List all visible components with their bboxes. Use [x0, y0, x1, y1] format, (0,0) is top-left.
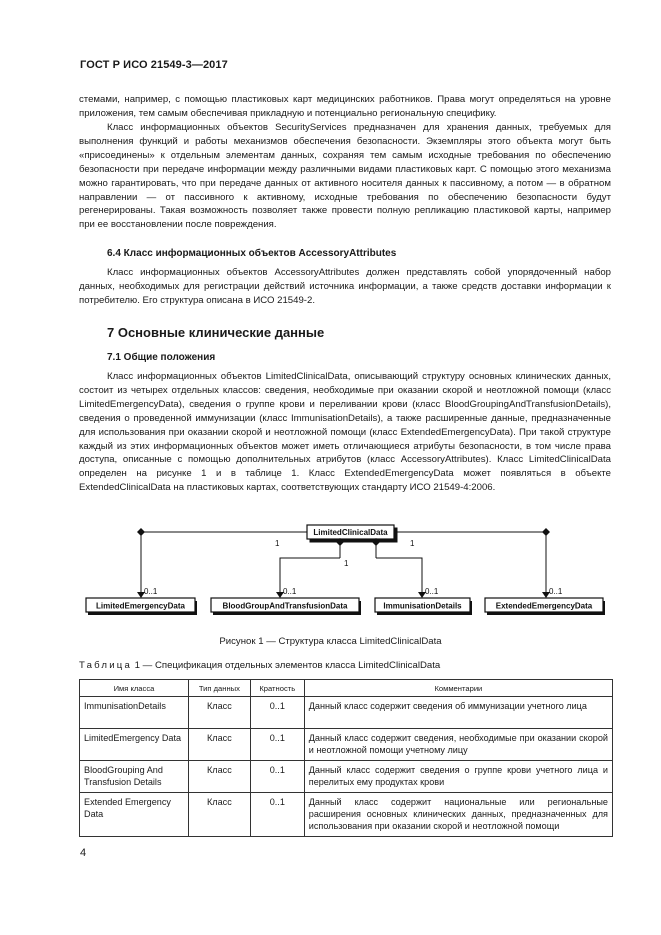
paragraph-limited-clinical-data: Класс информационных объектов LimitedClinicalData, описывающий структуру основных клинических данных, состоит из четырех отдельных классов: сведения, необходимые при оказании скорой и неотложной помощи (класс LimitedEmergencyData), сведения о группе крови и переливании крови (класс BloodGroupingAndTransfusionDetails), сведения о проведенной иммунизации (класс ImmunisationDetails), а также расширенные данные, предназначенные для использования при оказании скорой и неотложной помощи (класс ExtendedEmergencyData). При такой структуре каждый из этих информационных объектов может иметь отличающиеся атрибуты безопасности, в том числе права доступа, описанные с помощью дополнительных атрибутов (класс AccessoryAttributes). Класс LimitedClinicalData определен на рисунке 1 и в таблице 1. Класс ExtendedEmergencyData может появляться в объекте ExtendedClinicalData на пластиковых картах, соответствующих стандарту ИСО 21549-4:2006. [79, 371, 611, 494]
cell-comment: Данный класс содержит сведения о группе крови учетного лица и перелитых ему продуктах крови [304, 761, 612, 793]
cell-multiplicity: 0..1 [250, 697, 304, 729]
cell-multiplicity: 0..1 [250, 761, 304, 793]
table-caption [79, 660, 440, 671]
cell-comment: Данный класс содержит национальные или региональные расширения основных клинических данных, предназначенных для использования при оказании скорой и неотложной помощи [304, 793, 612, 837]
specification-table [79, 679, 613, 837]
cell-data-type: Класс [188, 729, 250, 761]
column-header: Тип данных [188, 680, 250, 697]
section-heading-7: 7 Основные клинические данные [107, 325, 325, 340]
cell-class-name: Extended Emergency Data [80, 793, 189, 837]
cell-multiplicity: 0..1 [250, 729, 304, 761]
column-header: Комментарии [304, 680, 612, 697]
link-immunisation [376, 558, 422, 597]
multiplicity-child-2: 0..1 [283, 587, 297, 596]
cell-data-type: Класс [188, 761, 250, 793]
child-label-extended-emergency: ExtendedEmergencyData [495, 601, 593, 611]
table-row [80, 793, 613, 837]
multiplicity-root-right: 1 [410, 539, 415, 548]
table-caption-text: 1 — Спецификация отдельных элементов класса LimitedClinicalData [132, 660, 441, 671]
table-row [80, 729, 613, 761]
cell-comment: Данный класс содержит сведения об иммунизации учетного лица [304, 697, 612, 729]
cell-comment: Данный класс содержит сведения, необходимые при оказании скорой и неотложной помощи учетному лицу [304, 729, 612, 761]
paragraph-security-services: Класс информационных объектов SecurityServices предназначен для хранения данных, требуемых для выполнения функций и работы механизмов обеспечения безопасности. Экземпляры этого объекта могут быть «присоединены» к отдельным элементам данных, сохраняя тем самым исходные требования по обеспечению безопасности при передаче информации между различными видами пластиковых карт. С помощью этого механизма можно гарантировать, что при передаче данных от активного носителя данных к пассивному, а потом — в обратном направлении — от пассивного к активному, исходные требования по обеспечению безопасности будут регенерированы. Такая возможность позволяет также провести полную репликацию пластиковой карты, например при ее восстановлении после повреждения. [79, 122, 611, 231]
child-label-limited-emergency: LimitedEmergencyData [96, 601, 185, 611]
cell-class-name: ImmunisationDetails [80, 697, 189, 729]
table-row [80, 761, 613, 793]
column-header: Кратность [250, 680, 304, 697]
paragraph-accessory-attributes: Класс информационных объектов AccessoryAttributes должен представлять собой упорядоченный набор данных, необходимых для регистрации действий источника информации, а также средств доставки информации к потребителю. Его структура описана в ИСО 21549-2. [79, 267, 611, 306]
table-caption-label: Таблица [79, 660, 133, 671]
diamond-left [137, 528, 145, 536]
root-class-label: LimitedClinicalData [313, 528, 388, 537]
multiplicity-root-mid: 1 [344, 559, 349, 568]
child-label-blood-group: BloodGroupAndTransfusionData [222, 601, 348, 611]
column-header: Имя класса [80, 680, 189, 697]
multiplicity-root-left: 1 [275, 539, 280, 548]
cell-class-name: LimitedEmergency Data [80, 729, 189, 761]
diamond-right [542, 528, 550, 536]
table-row [80, 697, 613, 729]
table-header-row [80, 680, 613, 697]
multiplicity-child-1: 0..1 [144, 587, 158, 596]
page-number: 4 [80, 847, 87, 859]
cell-multiplicity: 0..1 [250, 793, 304, 837]
paragraph-rights: стемами, например, с помощью пластиковых карт медицинских работников. Права могут определяться на уровне приложения, тем самым обеспечивая прикладную и потенциально региональную специфику. [79, 94, 611, 119]
section-heading-6-4: 6.4 Класс информационных объектов AccessoryAttributes [107, 248, 397, 259]
multiplicity-child-4: 0..1 [549, 587, 563, 596]
link-extended-emergency [394, 532, 546, 597]
section-heading-7-1: 7.1 Общие положения [107, 352, 216, 363]
cell-data-type: Класс [188, 697, 250, 729]
cell-class-name: BloodGrouping And Transfusion Details [80, 761, 189, 793]
document-header: ГОСТ Р ИСО 21549-3—2017 [80, 59, 228, 71]
cell-data-type: Класс [188, 793, 250, 837]
figure-caption: Рисунок 1 — Структура класса LimitedClinicalData [219, 636, 442, 647]
multiplicity-child-3: 0..1 [425, 587, 439, 596]
child-label-immunisation: ImmunisationDetails [383, 601, 462, 611]
